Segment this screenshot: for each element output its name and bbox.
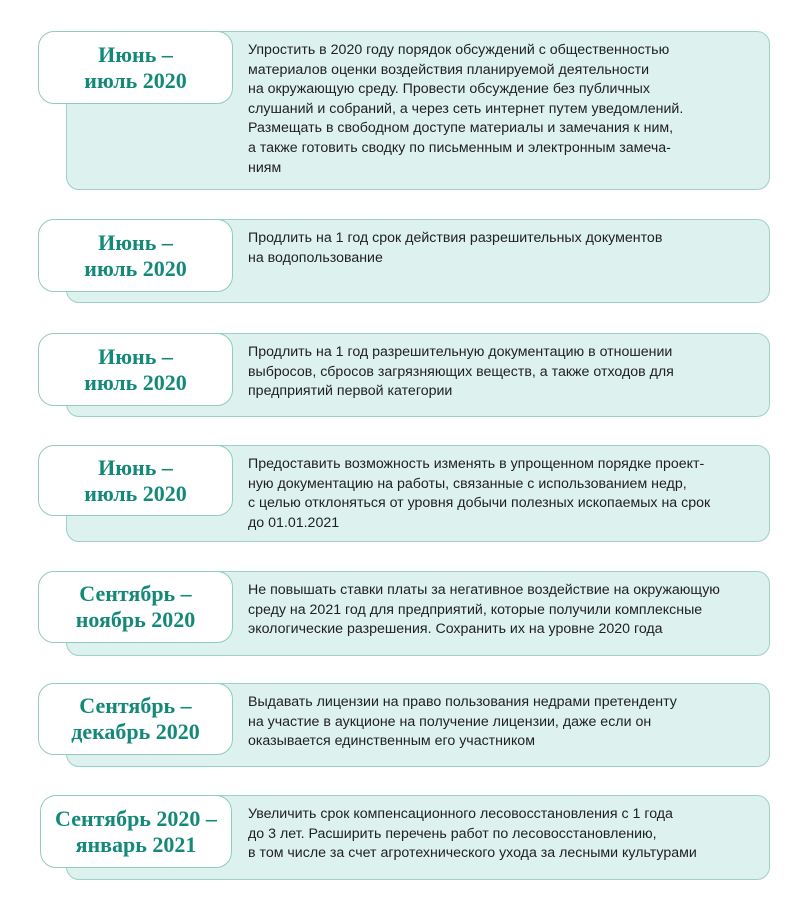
measure-description-line: материалов оценки воздействия планируемой деятельности bbox=[248, 61, 650, 78]
measure-description-line: с целью отклоняться от уровня добычи полезных ископаемых на срок bbox=[248, 495, 711, 512]
measure-date-label: Июнь – июль 2020 bbox=[38, 31, 233, 104]
measure-description-line: экологические разрешения. Сохранить их на уровне 2020 года bbox=[248, 621, 663, 638]
measure-date-label: Июнь – июль 2020 bbox=[38, 333, 233, 406]
measure-description-line: а также готовить сводку по письменным и электронным замеча- bbox=[248, 139, 671, 156]
measure-description-line: выбросов, сбросов загрязняющих веществ, а также отходов для bbox=[248, 363, 674, 380]
measure-description-line: Продлить на 1 год срок действия разрешительных документов bbox=[248, 230, 663, 246]
measure-description-line: Размещать в свободном доступе материалы и замечания к ним, bbox=[248, 120, 674, 137]
measure-description bbox=[248, 581, 753, 640]
measure-description-line: среду на 2021 год для предприятий, которые получили комплексные bbox=[248, 601, 703, 618]
measure-description-line: до 3 лет. Расширить перечень работ по лесовосстановлению, bbox=[248, 825, 657, 842]
measure-date-label: Сентябрь 2020 – январь 2021 bbox=[40, 795, 232, 868]
measure-description-line: на окружающую среду. Провести обсуждение без публичных bbox=[248, 81, 650, 98]
measure-description-line: на водопользование bbox=[248, 249, 383, 266]
measure-description bbox=[248, 343, 753, 402]
measure-description-line: Продлить на 1 год разрешительную документацию в отношении bbox=[248, 344, 673, 360]
measure-description-line: в том числе за счет агротехнического ухода за лесными культурами bbox=[248, 845, 697, 862]
measure-description bbox=[248, 41, 753, 178]
measure-date-label: Сентябрь – декабрь 2020 bbox=[38, 683, 233, 755]
measure-description bbox=[248, 805, 753, 864]
measure-description-line: Увеличить срок компенсационного лесовосстановления с 1 года bbox=[248, 806, 673, 822]
measure-date-label: Июнь – июль 2020 bbox=[38, 445, 233, 516]
measure-date-label: Сентябрь – ноябрь 2020 bbox=[38, 571, 233, 643]
measure-description-line: Не повышать ставки платы за негативное воздействие на окружающую bbox=[248, 582, 720, 598]
measure-description-line: Выдавать лицензии на право пользования недрами претенденту bbox=[248, 694, 677, 710]
measure-description-line: оказывается единственным его участником bbox=[248, 733, 535, 750]
measure-description bbox=[248, 229, 753, 268]
measure-description bbox=[248, 693, 753, 752]
measure-description-line: на участие в аукционе на получение лицензии, даже если он bbox=[248, 713, 652, 730]
measure-description-line: предприятий первой категории bbox=[248, 383, 453, 400]
measure-description-line: до 01.01.2021 bbox=[248, 514, 340, 531]
measure-description-line: слушаний и собраний, а через сеть интернет путем уведомлений. bbox=[248, 100, 684, 117]
measure-description-line: ную документацию на работы, связанные с использованием недр, bbox=[248, 475, 687, 492]
measure-description bbox=[248, 455, 753, 533]
measure-description-line: ниям bbox=[248, 159, 282, 176]
measure-description-line: Предоставить возможность изменять в упрощенном порядке проект- bbox=[248, 456, 705, 472]
measure-description-line: Упростить в 2020 году порядок обсуждений с общественностью bbox=[248, 42, 670, 58]
measure-date-label: Июнь – июль 2020 bbox=[38, 219, 233, 292]
